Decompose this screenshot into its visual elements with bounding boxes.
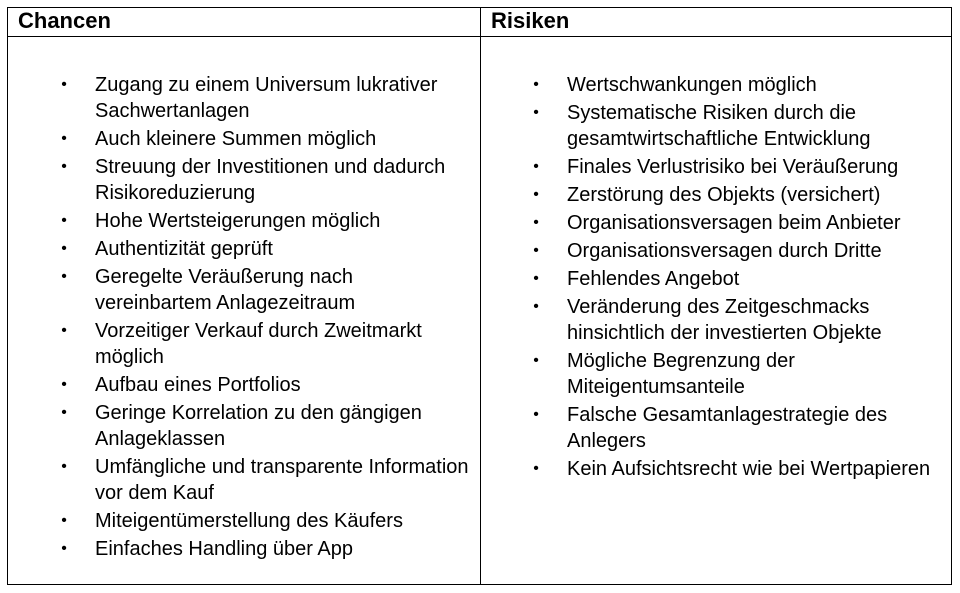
- bullet-icon: •: [533, 76, 539, 93]
- bullet-icon: •: [533, 104, 539, 121]
- bullet-icon: •: [533, 406, 539, 423]
- chancen-list-item: [8, 154, 480, 206]
- chancen-item-text: Geregelte Veräußerung nach vereinbartem Anlagezeitraum: [95, 266, 356, 314]
- risiken-list-item: [481, 348, 951, 400]
- risiken-item-text: Veränderung des Zeitgeschmacks hinsichtlich der investierten Objekte: [567, 296, 882, 344]
- chancen-list-item: [8, 372, 480, 398]
- chancen-item-text: Einfaches Handling über App: [95, 538, 353, 560]
- chancen-list-item: [8, 236, 480, 262]
- chancen-list-item: [8, 454, 480, 506]
- bullet-icon: •: [61, 268, 67, 285]
- chancen-list-item: [8, 400, 480, 452]
- bullet-icon: •: [61, 212, 67, 229]
- chancen-item-text: Streuung der Investitionen und dadurch Risikoreduzierung: [95, 156, 446, 204]
- risiken-header: Risiken: [481, 8, 951, 37]
- chancen-item-text: Authentizität geprüft: [95, 238, 273, 260]
- risiken-list-item: [481, 154, 951, 180]
- chancen-list-item: [8, 318, 480, 370]
- chancen-list-item: [8, 264, 480, 316]
- risiken-list-item: [481, 294, 951, 346]
- chancen-list: [8, 72, 480, 564]
- risiken-item-text: Mögliche Begrenzung der Miteigentumsanteile: [567, 350, 795, 398]
- risiken-list-item: [481, 402, 951, 454]
- risiken-list-item: [481, 210, 951, 236]
- risiken-item-text: Fehlendes Angebot: [567, 268, 740, 290]
- risiken-list: [481, 72, 951, 484]
- chancen-list-item: [8, 126, 480, 152]
- chancen-body: [8, 37, 480, 584]
- chancen-item-text: Auch kleinere Summen möglich: [95, 128, 377, 150]
- risiken-column: [481, 8, 951, 584]
- risiken-item-text: Kein Aufsichtsrecht wie bei Wertpapieren: [567, 458, 931, 480]
- risiken-list-item: [481, 100, 951, 152]
- bullet-icon: •: [61, 322, 67, 339]
- chancen-column: [8, 8, 481, 584]
- chancen-header: Chancen: [8, 8, 480, 37]
- bullet-icon: •: [533, 352, 539, 369]
- bullet-icon: •: [61, 76, 67, 93]
- chancen-item-text: Umfängliche und transparente Information vor dem Kauf: [95, 456, 469, 504]
- risiken-body: [481, 37, 951, 584]
- bullet-icon: •: [61, 130, 67, 147]
- bullet-icon: •: [533, 270, 539, 287]
- bullet-icon: •: [61, 512, 67, 529]
- risiken-list-item: [481, 72, 951, 98]
- chancen-list-item: [8, 208, 480, 234]
- chancen-list-item: [8, 536, 480, 562]
- risiken-list-item: [481, 238, 951, 264]
- chancen-item-text: Miteigentümerstellung des Käufers: [95, 510, 403, 532]
- chancen-item-text: Hohe Wertsteigerungen möglich: [95, 210, 381, 232]
- chancen-item-text: Zugang zu einem Universum lukrativer Sachwertanlagen: [95, 74, 438, 122]
- bullet-icon: •: [61, 458, 67, 475]
- bullet-icon: •: [533, 242, 539, 259]
- risiken-item-text: Finales Verlustrisiko bei Veräußerung: [567, 156, 899, 178]
- bullet-icon: •: [533, 298, 539, 315]
- bullet-icon: •: [533, 214, 539, 231]
- risiken-item-text: Systematische Risiken durch die gesamtwirtschaftliche Entwicklung: [567, 102, 871, 150]
- risiken-item-text: Zerstörung des Objekts (versichert): [567, 184, 881, 206]
- risiken-item-text: Wertschwankungen möglich: [567, 74, 817, 96]
- risiken-item-text: Falsche Gesamtanlagestrategie des Anlegers: [567, 404, 888, 452]
- risiken-item-text: Organisationsversagen durch Dritte: [567, 240, 882, 262]
- bullet-icon: •: [533, 158, 539, 175]
- bullet-icon: •: [61, 158, 67, 175]
- chancen-item-text: Aufbau eines Portfolios: [95, 374, 301, 396]
- chancen-list-item: [8, 508, 480, 534]
- risiken-list-item: [481, 182, 951, 208]
- bullet-icon: •: [61, 240, 67, 257]
- bullet-icon: •: [533, 460, 539, 477]
- chancen-list-item: [8, 72, 480, 124]
- bullet-icon: •: [61, 404, 67, 421]
- bullet-icon: •: [61, 376, 67, 393]
- risiken-list-item: [481, 456, 951, 482]
- risiken-item-text: Organisationsversagen beim Anbieter: [567, 212, 901, 234]
- bullet-icon: •: [533, 186, 539, 203]
- bullet-icon: •: [61, 540, 67, 557]
- chancen-item-text: Geringe Korrelation zu den gängigen Anlageklassen: [95, 402, 422, 450]
- risiken-list-item: [481, 266, 951, 292]
- chancen-risiken-table: [7, 7, 952, 585]
- chancen-item-text: Vorzeitiger Verkauf durch Zweitmarkt möglich: [95, 320, 422, 368]
